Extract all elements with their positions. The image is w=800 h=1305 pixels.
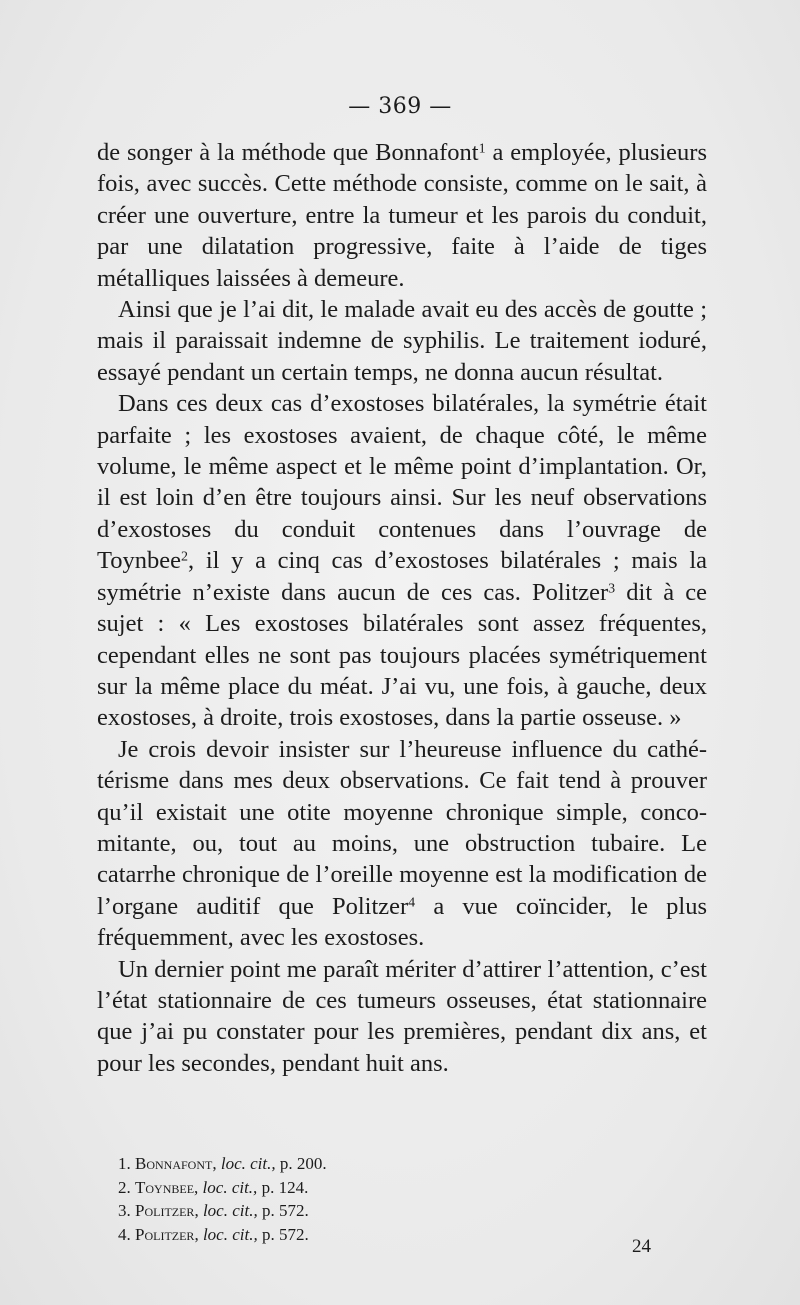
paragraph-4-part-b: a vue coïncider, le plus fréquemment, avec les exostoses.: [97, 892, 707, 952]
footnote-4: [118, 1223, 518, 1247]
paragraph-2: Ainsi que je l’ai dit, le malade avait eu des accès de goutte ; mais il paraissait indemne de syphilis. Le traitement ioduré, essayé pendant un certain temps, ne donna aucun résultat.: [97, 296, 707, 386]
paragraph-1: [97, 137, 707, 294]
footnote-number: 3.: [118, 1201, 131, 1221]
paragraph-3-part-a: Dans ces deux cas d’exostoses bilatérales, la symétrie était parfaite ; les exostoses avaient, de chaque côté, le même volume, le même aspect et le même point d’implantation. Or, il est loin d’en être toujours ainsi. Sur les neuf observations d’exostoses du conduit contenues dans l’ouvrage de Toynbee: [97, 390, 707, 575]
footnote-number: 2.: [118, 1177, 131, 1197]
footnote-page: p. 572.: [261, 1224, 309, 1244]
paragraph-1-part-a: de songer à la méthode que Bonnafont: [97, 139, 479, 166]
footnote-2: [118, 1176, 518, 1200]
footnote-ref-1[interactable]: 1: [478, 141, 486, 157]
footnote-3: [118, 1199, 518, 1223]
main-text: [97, 137, 707, 1079]
paragraph-3-part-c: dit à ce sujet : « Les exostoses bilatérales sont assez fréquentes, cependant elles ne sont pas toujours placées symétriquement sur la même place du méat. J’ai vu, une fois, à gauche, deux exostoses, à droite, trois exostoses, dans la partie osseuse. »: [97, 578, 707, 732]
footnote-page: p. 124.: [261, 1177, 309, 1197]
paragraph-3-part-b: , il y a cinq cas d’exostoses bilatérales ; mais la symétrie n’existe dans aucun de ces cas. Politzer: [97, 547, 707, 606]
footnote-ref-2[interactable]: 2: [181, 549, 189, 565]
footnote-ref: loc. cit.,: [202, 1177, 258, 1197]
footnotes: [118, 1152, 518, 1246]
signature-mark: 24: [632, 1236, 651, 1257]
paragraph-5: Un dernier point me paraît mériter d’attirer l’attention, c’est l’état stationnaire de ces tumeurs osseuses, état stationnaire que j’ai pu constater pour les premières, pendant dix ans, et pour les secondes, pendant huit ans.: [97, 955, 707, 1077]
footnote-author: Bonnafont,: [135, 1154, 217, 1173]
footnote-author: Toynbee,: [135, 1177, 199, 1197]
paragraph-3: [97, 388, 707, 733]
footnote-1: [118, 1152, 518, 1176]
footnote-number: 1.: [118, 1154, 131, 1173]
footnote-page: p. 572.: [261, 1201, 309, 1221]
footnote-ref: loc. cit.,: [202, 1224, 258, 1244]
footnote-ref: loc. cit.,: [202, 1201, 258, 1221]
footnote-author: Politzer,: [135, 1201, 199, 1221]
footnote-ref-4[interactable]: 4: [408, 895, 416, 911]
footnote-page: p. 200.: [279, 1154, 327, 1173]
footnote-ref: loc. cit.,: [220, 1154, 276, 1173]
paragraph-1-part-b: a employée, plusieurs fois, avec succès. Cette méthode consiste, comme on le sait, à créer une ouverture, entre la tumeur et les parois du conduit, par une dilatation progressive, faite à l’aide de tiges métalliques laissées à demeure.: [97, 139, 708, 292]
paragraph-4-part-a: Je crois devoir insister sur l’heureuse influence du cathétérisme dans mes deux observations. Ce fait tend à prouver qu’il existait une otite moyenne chronique simple, concomitante, ou, tout au moins, une obstruction tubaire. Le catarrhe chronique de l’oreille moyenne est la modification de l’organe auditif que Politzer: [97, 735, 707, 920]
page-number: — 369 —: [348, 94, 452, 119]
footnote-author: Politzer,: [135, 1224, 199, 1244]
footnote-ref-3[interactable]: 3: [608, 581, 616, 596]
footnote-number: 4.: [118, 1224, 131, 1244]
paragraph-4: [97, 734, 707, 954]
